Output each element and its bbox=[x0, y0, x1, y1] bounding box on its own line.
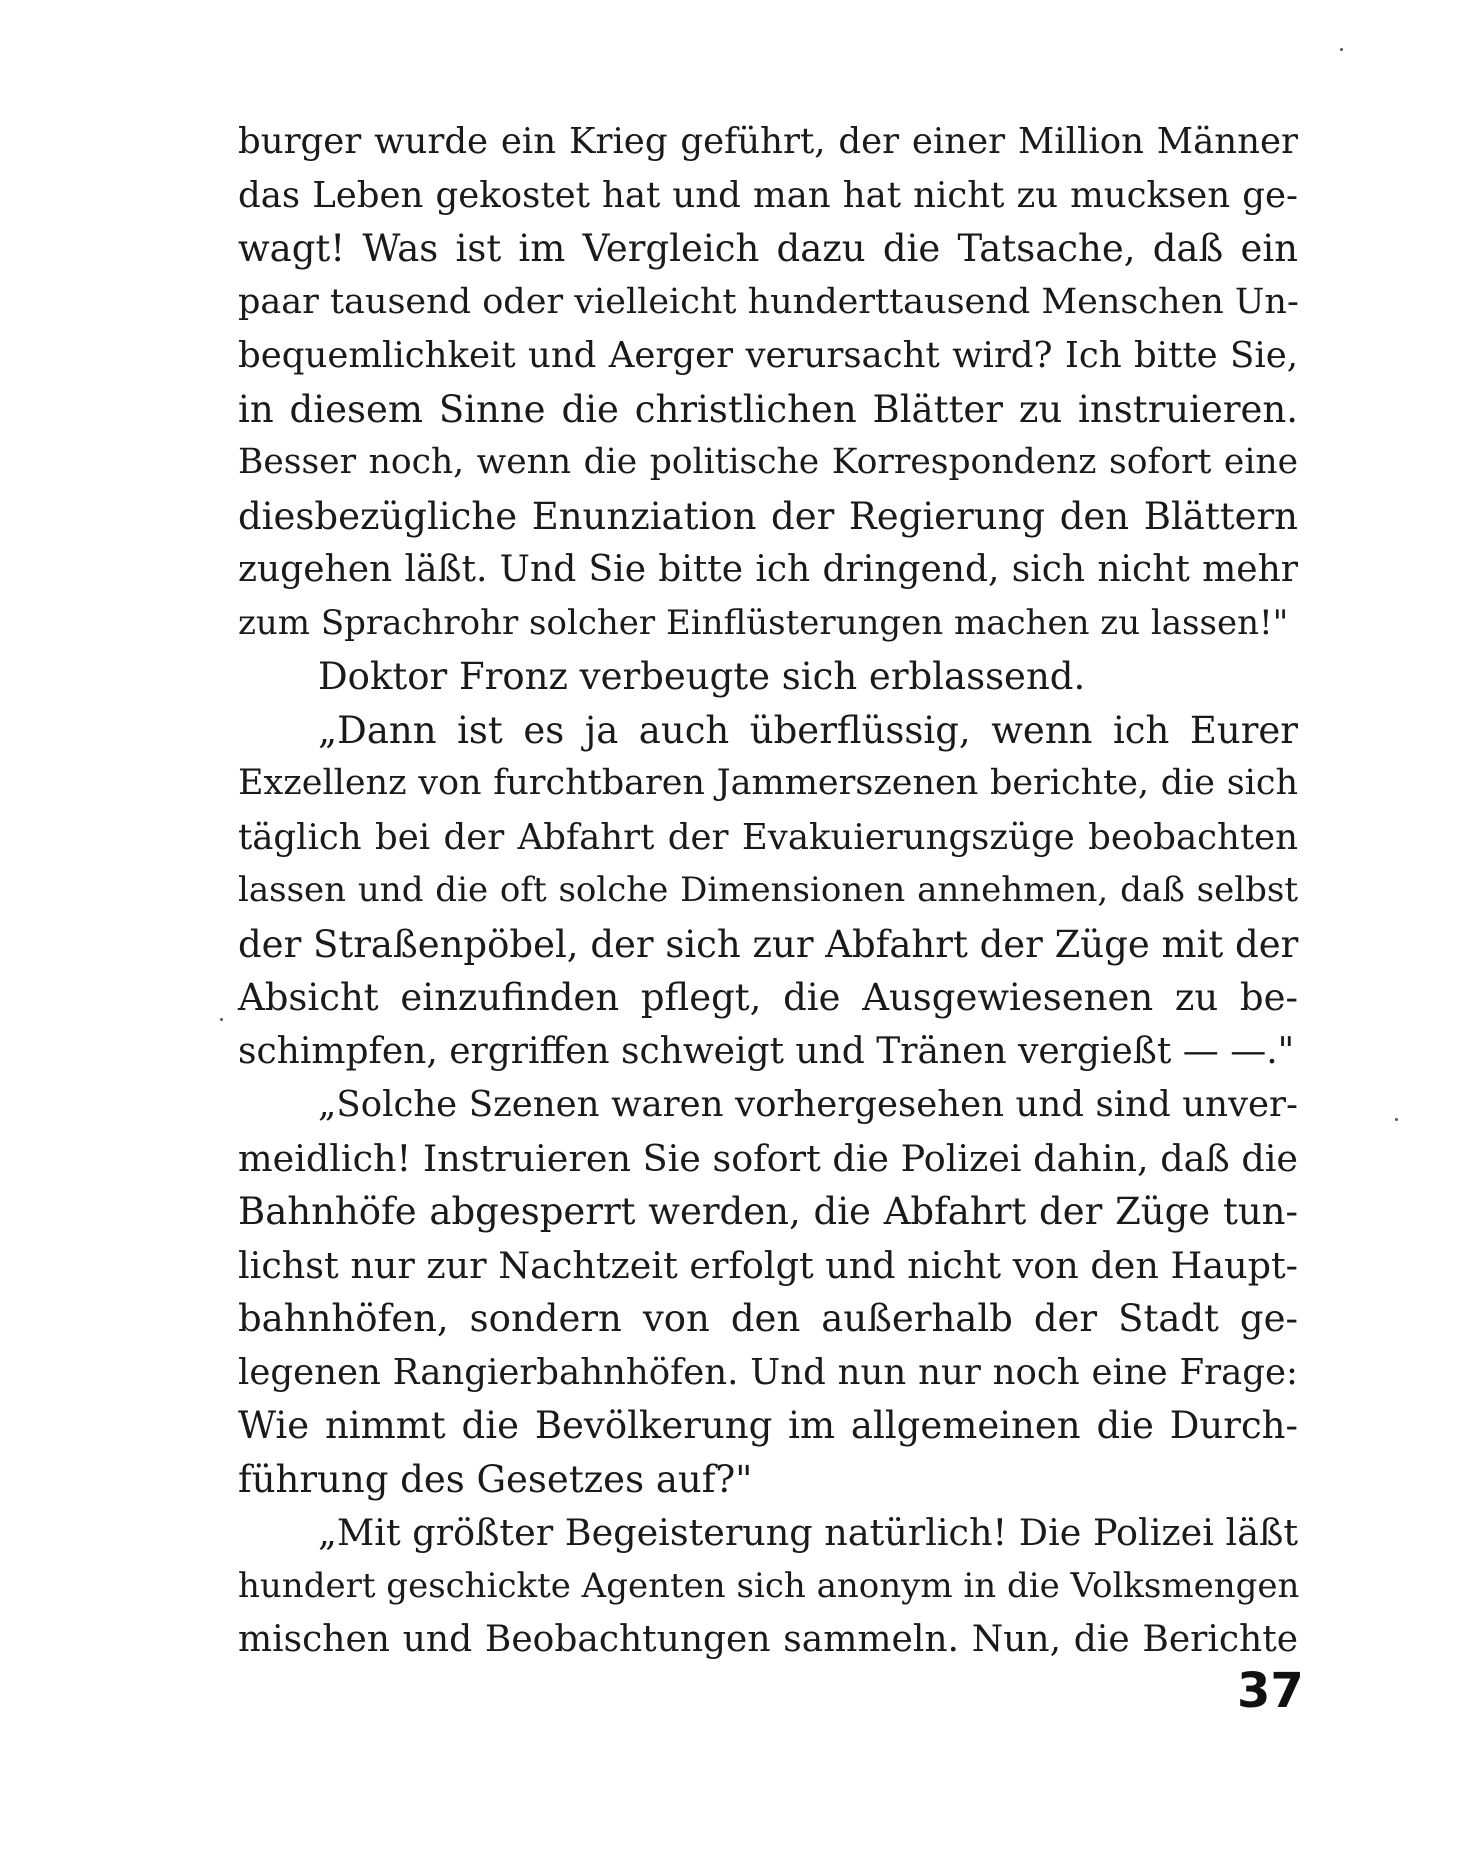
text-body bbox=[238, 115, 1298, 1667]
scan-speck bbox=[220, 1018, 223, 1021]
text-line: schimpfen, ergriffen schweigt und Tränen vergießt — —." bbox=[238, 1030, 1295, 1072]
text-line: mischen und Beobachtungen sammeln. Nun, die Berichte bbox=[238, 1619, 1298, 1660]
text-line: Exzellenz von furchtbaren Jammerszenen berichte, die sich bbox=[238, 763, 1298, 803]
text-line: „Mit größter Begeisterung natürlich! Die Polizei läßt bbox=[318, 1511, 1298, 1554]
text-line: Absicht einzufinden pflegt, die Ausgewiesenen zu be- bbox=[238, 976, 1298, 1019]
text-line: in diesem Sinne die christlichen Blätter zu instruieren. bbox=[238, 387, 1298, 431]
text-line: Wie nimmt die Bevölkerung im allgemeinen die Durch- bbox=[238, 1404, 1298, 1447]
text-line: diesbezügliche Enunziation der Regierung den Blättern bbox=[238, 494, 1298, 538]
text-line: meidlich! Instruieren Sie sofort die Polizei dahin, daß die bbox=[238, 1136, 1298, 1180]
text-line: zugehen läßt. Und Sie bitte ich dringend, sich nicht mehr bbox=[238, 549, 1298, 590]
text-line: zum Sprachrohr solcher Einflüsterungen machen zu lassen!" bbox=[238, 602, 1289, 643]
text-line: bahnhöfen, sondern von den außerhalb der Stadt ge- bbox=[238, 1297, 1298, 1340]
page-number: 37 bbox=[1237, 1663, 1304, 1719]
text-line: lichst nur zur Nachtzeit erfolgt und nicht von den Haupt- bbox=[238, 1243, 1298, 1287]
text-line: der Straßenpöbel, der sich zur Abfahrt der Züge mit der bbox=[238, 922, 1299, 966]
text-line: legenen Rangierbahnhöfen. Und nun nur noch eine Frage: bbox=[238, 1351, 1298, 1393]
scan-speck bbox=[1340, 48, 1343, 51]
text-line: hundert geschickte Agenten sich anonym in die Volksmengen bbox=[238, 1565, 1300, 1606]
text-line: täglich bei der Abfahrt der Evakuierungszüge beobachten bbox=[238, 816, 1298, 858]
text-line: lassen und die oft solche Dimensionen annehmen, daß selbst bbox=[238, 870, 1298, 910]
text-line: „Dann ist es ja auch überflüssig, wenn ich Eurer bbox=[318, 708, 1298, 752]
text-line: wagt! Was ist im Vergleich dazu die Tatsache, daß ein bbox=[238, 227, 1298, 270]
text-line: burger wurde ein Krieg geführt, der einer Million Männer bbox=[238, 121, 1298, 162]
text-line: „Solche Szenen waren vorhergesehen und sind unver- bbox=[318, 1084, 1298, 1125]
text-line: bequemlichkeit und Aerger verursacht wird? Ich bitte Sie, bbox=[238, 335, 1298, 376]
text-line: führung des Gesetzes auf?" bbox=[238, 1457, 753, 1501]
text-line: das Leben gekostet hat und man hat nicht zu mucksen ge- bbox=[238, 174, 1298, 216]
text-line: Besser noch, wenn die politische Korrespondenz sofort eine bbox=[238, 442, 1298, 482]
text-line: Bahnhöfe abgesperrt werden, die Abfahrt der Züge tun- bbox=[238, 1190, 1298, 1233]
text-line: paar tausend oder vielleicht hunderttausend Menschen Un- bbox=[238, 281, 1299, 322]
scan-speck bbox=[1395, 1118, 1398, 1121]
text-line: Doktor Fronz verbeugte sich erblassend. bbox=[318, 655, 1086, 698]
